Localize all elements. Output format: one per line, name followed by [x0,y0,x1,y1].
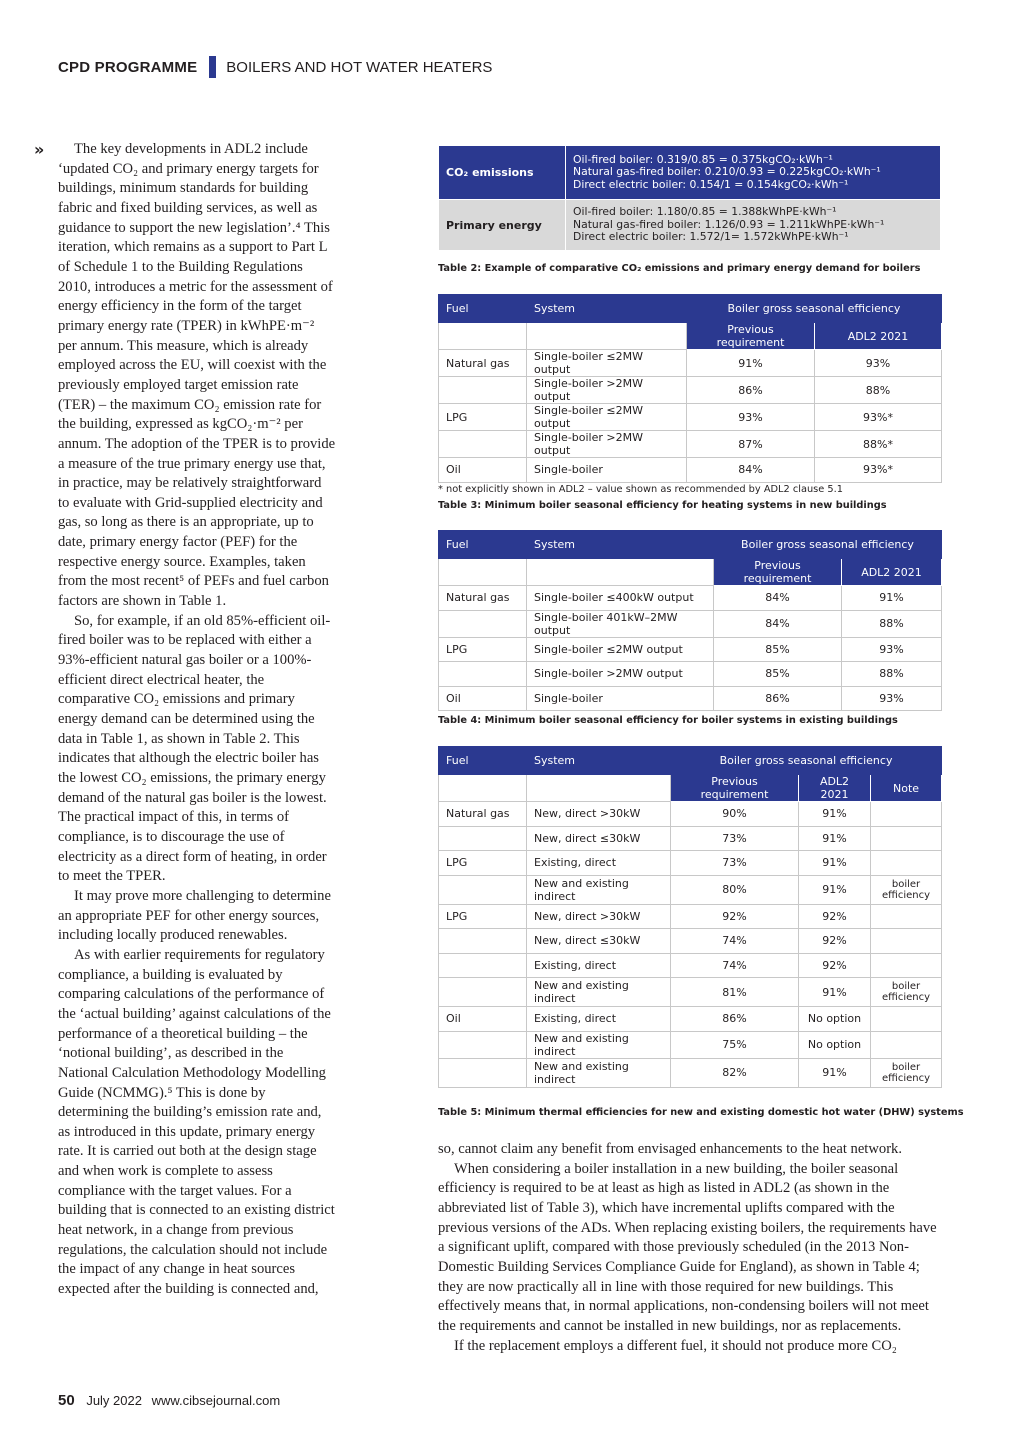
adl2-cell: 92% [799,904,871,929]
system-cell: Single-boiler [527,458,687,483]
page-number: 50 [58,1392,75,1409]
adl2-cell: 91% [799,826,871,851]
table-row [439,978,942,1007]
system-cell: New, direct >30kW [527,904,671,929]
note-cell [871,953,942,978]
fuel-cell: LPG [439,404,527,431]
column-header-note: Note [871,775,942,802]
system-cell: New and existing indirect [527,1058,671,1087]
value-line: Oil-fired boiler: 0.319/0.85 = 0.375kgCO₂·kWh⁻¹ [573,152,833,166]
fuel-cell [439,978,527,1007]
column-header-adl2: ADL2 2021 [799,775,871,802]
column-header-adl2: ADL2 2021 [842,559,942,586]
table-4 [438,530,942,711]
table-row [439,802,942,827]
previous-cell: 74% [671,953,799,978]
system-cell: New, direct ≤30kW [527,826,671,851]
fuel-cell: LPG [439,904,527,929]
note-cell [871,1007,942,1032]
note-cell [871,826,942,851]
table-row [439,586,942,611]
system-cell: Existing, direct [527,851,671,876]
table-3-caption: Table 3: Minimum boiler seasonal efficiency for heating systems in new buildings [438,500,887,511]
system-cell: New and existing indirect [527,875,671,904]
blank-cell [439,559,527,586]
paragraph: So, for example, if an old 85%-efficient oil-fired boiler was to be replaced with either a 93%-efficient natural gas boiler or a 100%-efficient direct electrical heater, the comparative CO₂ emissions and primary energy demand can be determined using the data in Table 1, as shown in Table 2. This indicates that although the electric boiler has the lowest CO₂ emissions, the primary energy demand of the natural gas boiler is the lowest. The practical impact of this, in terms of compliance, is to discourage the use of electricity as a direct form of heating, in order to meet the TPER. [58,612,331,885]
table-subheader-row [439,775,942,802]
column-header-fuel: Fuel [439,295,527,323]
fuel-cell [439,953,527,978]
note-cell: boiler efficiency [871,1058,942,1087]
system-cell: Single-boiler >2MW output [527,662,714,687]
system-cell: Single-boiler >2MW output [527,431,687,458]
previous-cell: 85% [714,662,842,687]
paragraph: As with earlier requirements for regulatory compliance, a building is evaluated by comparing calculations of the performance of the ‘actual building’ against calculations of the performance of a theoretical building – the ‘notional building’, as described in the National Calculation Methodology Modelling Guide (NCMMG).⁵ This is done by determining the building’s emission rate and, as introduced in this update, primary energy rate. It is carried out both at the design stage and when work is complete to assess compliance with the target values. For a building that is connected to an existing district heat network, in a change from previous regulations, the calculation should not include the impact of any change in heat sources expected after the building is connected and, [58,946,335,1298]
adl2-cell: 92% [799,953,871,978]
right-column [438,1140,941,1356]
column-header-system: System [527,747,671,775]
adl2-cell: 91% [799,978,871,1007]
previous-cell: 73% [671,851,799,876]
note-cell [871,929,942,954]
table-row [439,953,942,978]
previous-cell: 86% [714,686,842,711]
value-line: Oil-fired boiler: 1.180/0.85 = 1.388kWhPE·kWh⁻¹ [573,205,837,219]
system-cell: New and existing indirect [527,978,671,1007]
paragraph: so, cannot claim any benefit from envisaged enhancements to the heat network. [438,1141,902,1157]
table-row [439,1058,942,1087]
fuel-cell: LPG [439,637,527,662]
previous-cell: 86% [671,1007,799,1032]
page-header [58,55,492,79]
column-header-fuel: Fuel [439,747,527,775]
fuel-cell [439,431,527,458]
previous-cell: 84% [687,458,815,483]
system-cell: Single-boiler 401kW–2MW output [527,610,714,637]
previous-cell: 82% [671,1058,799,1087]
previous-cell: 73% [671,826,799,851]
table-header-row [439,295,942,323]
adl2-cell: 88%* [815,431,942,458]
adl2-cell: 93%* [815,458,942,483]
adl2-cell: 92% [799,929,871,954]
table-row [439,458,942,483]
table-row [439,610,942,637]
table-subheader-row [439,559,942,586]
table-row [439,377,942,404]
table-row [439,404,942,431]
adl2-cell: 88% [815,377,942,404]
fuel-cell: LPG [439,851,527,876]
previous-cell: 87% [687,431,815,458]
note-cell: boiler efficiency [871,978,942,1007]
blank-cell [527,323,687,350]
table-row [439,826,942,851]
page-footer [58,1392,280,1409]
adl2-cell: 93%* [815,404,942,431]
table-row [439,200,941,251]
table-row [439,929,942,954]
paragraph: The key developments in ADL2 include ‘updated CO₂ and primary energy targets for buildings, minimum standards for building fabric and fixed building services, as well as guidance to support the new legislation’.⁴ This iteration, which remains as a support to Part L of Schedule 1 to the Building Regulations 2010, introduces a metric for the assessment of energy efficiency in the form of the target primary energy rate (TPER) in kWhPE·m⁻² per annum. This measure, which is already employed across the EU, will coexist with the previously employed target emission rate (TER) – the maximum CO₂ emission rate for the building, expressed as kgCO₂·m⁻² per annum. The adoption of the TPER is to provide a measure of the true primary energy use that, in practice, may be relatively straightforward to evaluate with Grid-supplied electricity and gas, so long as there is an appropriate, up to date, primary energy factor (PEF) for the respective energy source. Examples, taken from the most recent⁵ of PEFs and fuel carbon factors are shown in Table 1. [58,141,336,610]
table-row [439,1007,942,1032]
value-line: Direct electric boiler: 1.572/1= 1.572kWhPE·kWh⁻¹ [573,230,849,244]
table-row [439,904,942,929]
row-label: Primary energy [439,200,566,251]
table-row [439,350,942,377]
system-cell: Single-boiler ≤2MW output [527,404,687,431]
table-row [439,662,942,687]
table-row [439,875,942,904]
issue-date: July 2022 [86,1393,142,1408]
blank-cell [527,559,714,586]
note-cell [871,1031,942,1058]
table-row [439,431,942,458]
fuel-cell [439,929,527,954]
value-line: Natural gas-fired boiler: 1.126/0.93 = 1.211kWhPE·kWh⁻¹ [573,217,885,231]
note-cell [871,851,942,876]
blank-cell [527,775,671,802]
fuel-cell [439,826,527,851]
previous-cell: 74% [671,929,799,954]
note-cell [871,802,942,827]
paragraph: If the replacement employs a different fuel, it should not produce more CO₂ [454,1337,897,1354]
row-label: CO₂ emissions [439,146,566,200]
left-column [34,140,336,1300]
column-header-previous: Previous requirement [687,323,815,350]
adl2-cell: 91% [799,1058,871,1087]
previous-cell: 91% [687,350,815,377]
fuel-cell [439,1058,527,1087]
table-4-caption: Table 4: Minimum boiler seasonal efficiency for boiler systems in existing buildings [438,715,898,726]
system-cell: Existing, direct [527,1007,671,1032]
table-2-caption: Table 2: Example of comparative CO₂ emissions and primary energy demand for boilers [438,263,921,274]
column-header-previous: Previous requirement [671,775,799,802]
system-cell: Existing, direct [527,953,671,978]
table-row [439,637,942,662]
note-cell [871,904,942,929]
table-3 [438,294,942,483]
previous-cell: 75% [671,1031,799,1058]
adl2-cell: 91% [799,802,871,827]
table-row [439,686,942,711]
system-cell: New and existing indirect [527,1031,671,1058]
column-header-group: Boiler gross seasonal efficiency [687,295,942,323]
section-topic: BOILERS AND HOT WATER HEATERS [226,58,493,76]
fuel-cell [439,377,527,404]
note-cell: boiler efficiency [871,875,942,904]
table-row [439,1031,942,1058]
table-row [439,146,941,200]
column-header-group: Boiler gross seasonal efficiency [671,747,942,775]
fuel-cell [439,610,527,637]
header-divider [209,56,216,78]
fuel-cell: Natural gas [439,350,527,377]
column-header-system: System [527,295,687,323]
adl2-cell: 91% [799,875,871,904]
paragraph: It may prove more challenging to determine an appropriate PEF for other energy sources, including locally produced renewables. [58,887,331,944]
value-line: Natural gas-fired boiler: 0.210/0.93 = 0.225kgCO₂·kWh⁻¹ [573,165,881,179]
adl2-cell: 91% [842,586,942,611]
column-header-fuel: Fuel [439,531,527,559]
system-cell: Single-boiler ≤2MW output [527,637,714,662]
previous-cell: 86% [687,377,815,404]
row-values [566,200,941,251]
column-header-system: System [527,531,714,559]
fuel-cell: Oil [439,1007,527,1032]
fuel-cell: Oil [439,458,527,483]
previous-cell: 81% [671,978,799,1007]
fuel-cell [439,875,527,904]
adl2-cell: 91% [799,851,871,876]
previous-cell: 84% [714,610,842,637]
system-cell: Single-boiler ≤2MW output [527,350,687,377]
system-cell: Single-boiler [527,686,714,711]
adl2-cell: 93% [842,637,942,662]
previous-cell: 80% [671,875,799,904]
column-header-group: Boiler gross seasonal efficiency [714,531,942,559]
paragraph: When considering a boiler installation in a new building, the boiler seasonal efficiency is required to be at least as high as listed in ADL2 (as shown in the abbreviated list of Table 3), which have incremental uplifts compared with the previous versions of the ADs. When replacing existing boilers, the requirements have a significant uplift, compared with those previously scheduled (in the 2013 Non-Domestic Building Services Compliance Guide for England), as shown in Table 4; they are now practically all in line with those required for new buildings. This effectively means that, in normal applications, non-condensing boilers will not meet the requirements and cannot be installed in new buildings, nor as replacements. [438,1160,937,1334]
row-values [566,146,941,200]
system-cell: New, direct ≤30kW [527,929,671,954]
previous-cell: 85% [714,637,842,662]
adl2-cell: 88% [842,610,942,637]
table-header-row [439,531,942,559]
table-row [439,851,942,876]
table-3-footnote: * not explicitly shown in ADL2 – value shown as recommended by ADL2 clause 5.1 [438,484,844,495]
column-header-adl2: ADL2 2021 [815,323,942,350]
table-5 [438,746,942,1088]
previous-cell: 90% [671,802,799,827]
section-label: CPD PROGRAMME [58,58,198,76]
adl2-cell: 93% [842,686,942,711]
adl2-cell: 88% [842,662,942,687]
table-5-caption: Table 5: Minimum thermal efficiencies for new and existing domestic hot water (DHW) systems [438,1107,964,1118]
value-line: Direct electric boiler: 0.154/1 = 0.154kgCO₂·kWh⁻¹ [573,177,849,191]
table-header-row [439,747,942,775]
system-cell: New, direct >30kW [527,802,671,827]
previous-cell: 93% [687,404,815,431]
previous-cell: 92% [671,904,799,929]
adl2-cell: 93% [815,350,942,377]
column-header-previous: Previous requirement [714,559,842,586]
fuel-cell [439,662,527,687]
previous-cell: 84% [714,586,842,611]
blank-cell [439,775,527,802]
fuel-cell [439,1031,527,1058]
fuel-cell: Natural gas [439,586,527,611]
fuel-cell: Oil [439,686,527,711]
system-cell: Single-boiler ≤400kW output [527,586,714,611]
table-2 [438,145,941,251]
website-link[interactable]: www.cibsejournal.com [151,1393,281,1408]
table-subheader-row [439,323,942,350]
blank-cell [439,323,527,350]
adl2-cell: No option [799,1031,871,1058]
fuel-cell: Natural gas [439,802,527,827]
system-cell: Single-boiler >2MW output [527,377,687,404]
continuation-marker: » [34,140,45,159]
adl2-cell: No option [799,1007,871,1032]
